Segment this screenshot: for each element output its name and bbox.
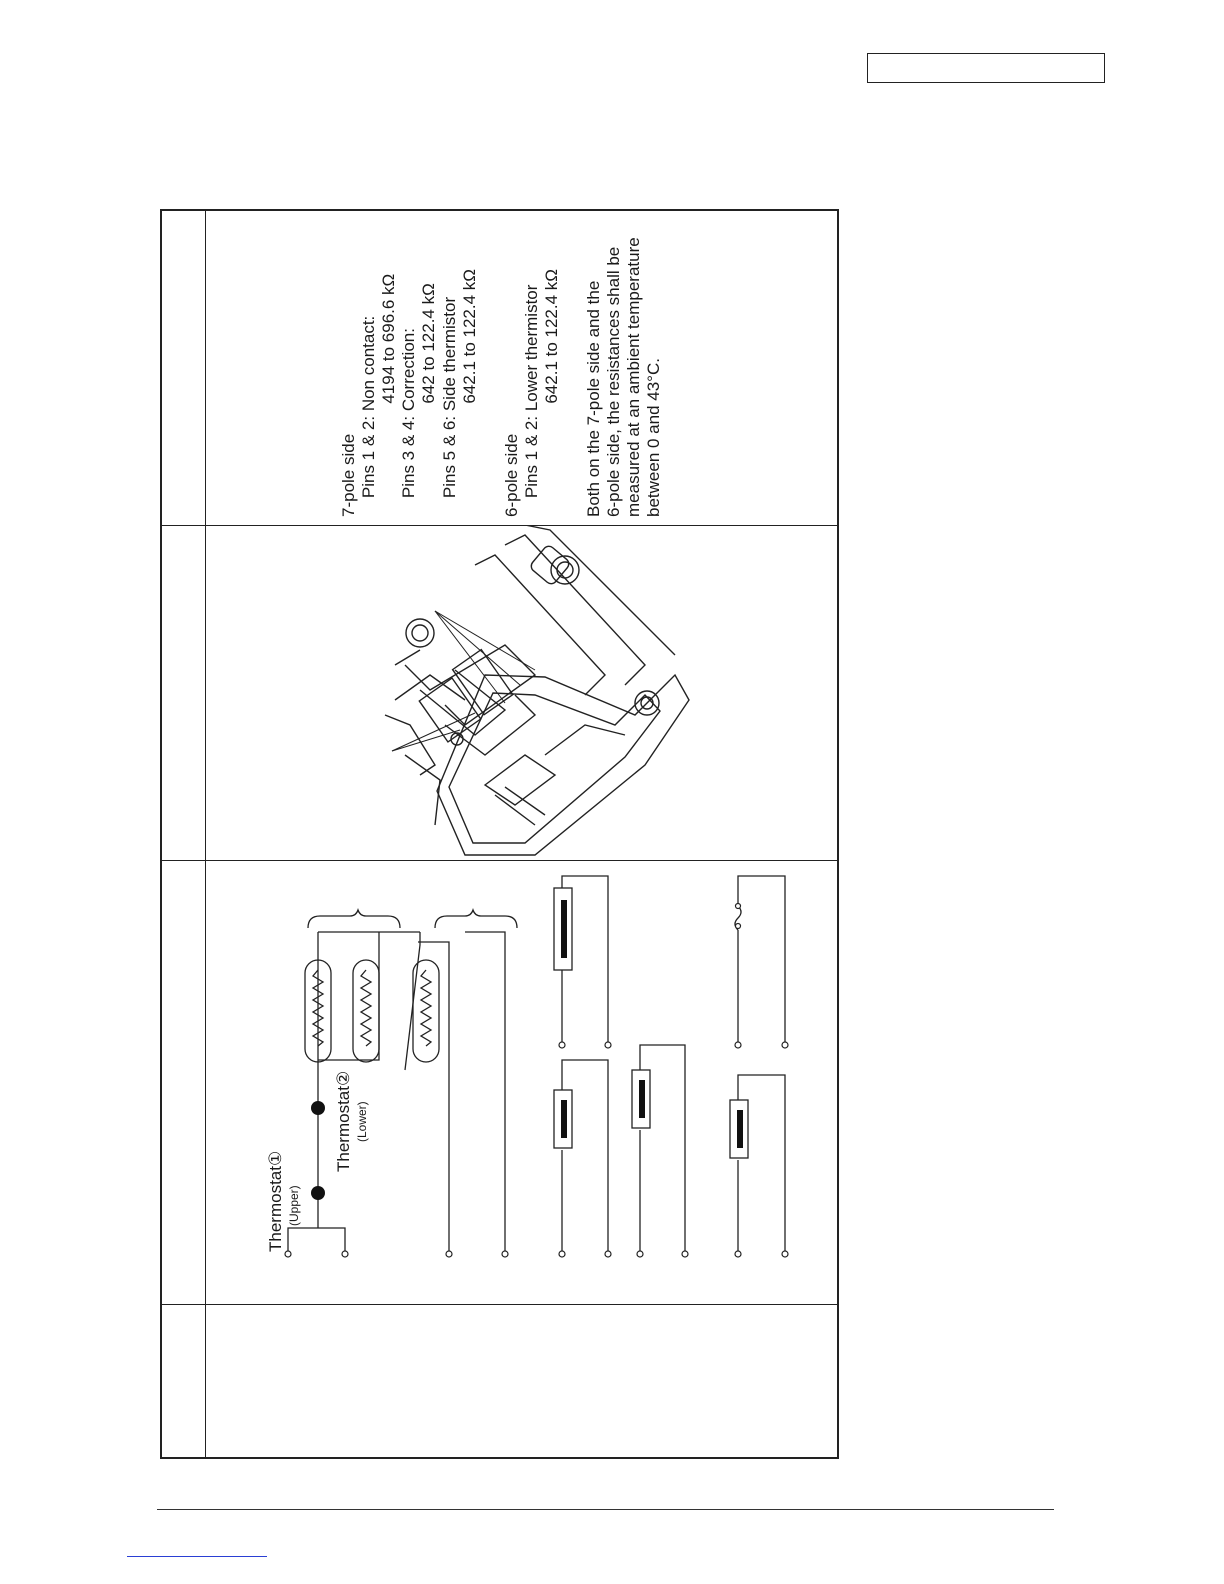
note-line: 642.1 to 122.4 kΩ [542,269,561,517]
note-line: measured at an ambient temperature [624,237,643,517]
note-line: 6-pole side, the resistances shall be [604,246,623,517]
thermostat1-label: Thermostat① [266,1150,285,1252]
thermostat2-sublabel: (Lower) [355,1101,369,1142]
note-line: Both on the 7-pole side and the [584,280,603,517]
note-line: Pins 3 & 4: Correction: [399,328,418,517]
note-line: 4194 to 696.6 kΩ [379,273,398,517]
note-line: 6-pole side [502,433,521,517]
fuser-unit-illustration [205,525,837,859]
note-line: 642.1 to 122.4 kΩ [460,269,479,517]
note-line: 7-pole side [339,433,358,517]
note-line: Pins 5 & 6: Side thermistor [440,296,459,517]
footer-link-underline[interactable] [127,1556,267,1557]
fuser-unit-drawing [205,525,837,859]
note-line: 642 to 122.4 kΩ [419,283,438,517]
table-row-divider [162,1304,837,1305]
circuit-diagram [205,860,837,1304]
thermostat2-label: Thermostat② [334,1070,353,1172]
circuit-diagram-svg [205,860,837,1304]
thermostat1-sublabel: (Upper) [287,1185,301,1226]
footer-rule [157,1509,1054,1510]
note-line: Pins 1 & 2: Non contact: [359,315,378,517]
note-line: between 0 and 43°C. [644,358,663,517]
header-label-box [867,53,1105,83]
note-line: Pins 1 & 2: Lower thermistor [522,284,541,517]
